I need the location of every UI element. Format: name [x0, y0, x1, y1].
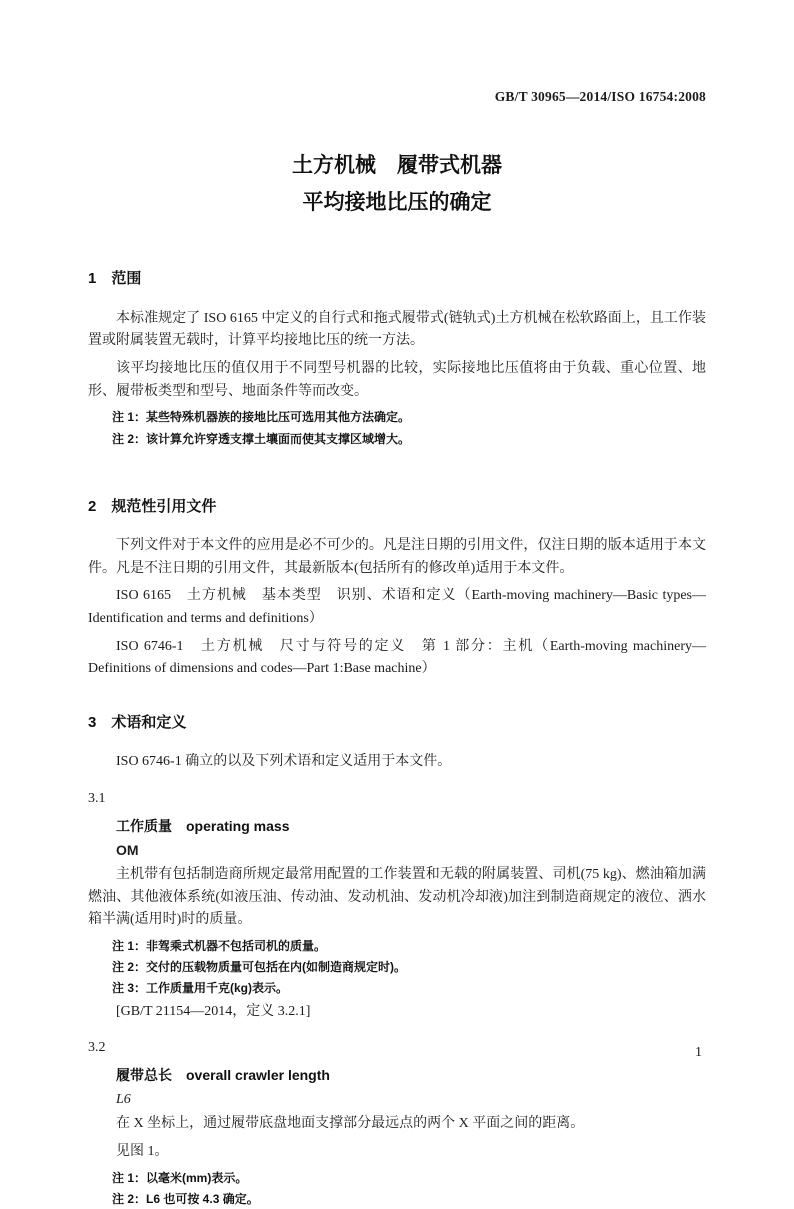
term-3-2-see-figure: 见图 1。: [116, 1143, 169, 1159]
normative-references-intro: 下列文件对于本文件的应用是必不可少的。凡是注日期的引用文件，仅注日期的版本适用于本文件。凡是不注日期的引用文件，其最新版本(包括所有的修改单)适用于本文件。: [88, 538, 706, 576]
terms-intro: ISO 6746-1 确立的以及下列术语和定义适用于本文件。: [116, 754, 452, 770]
scope-paragraph-2: 该平均接地比压的值仅用于不同型号机器的比较，实际接地比压值将由于负载、重心位置、地形、履带板类型和型号、地面条件等而改变。: [88, 361, 706, 399]
term-3-1-note-3: 注 3：工作质量用千克(kg)表示。: [112, 981, 289, 996]
scope-paragraph-1: 本标准规定了 ISO 6165 中定义的自行式和拖式履带式(链轨式)土方机械在松软路面上，且工作装置或附属装置无载时，计算平均接地比压的统一方法。: [88, 310, 706, 349]
term-3-2-name: 履带总长 overall crawler length: [116, 1066, 330, 1083]
reference-iso-6165: ISO 6165 土方机械 基本类型 识别、术语和定义（Earth-moving machinery—Basic types—Identification and terms and definitions）: [88, 588, 706, 627]
term-3-1-name: 工作质量 operating mass: [116, 817, 290, 834]
title-line-2: 平均接地比压的确定: [302, 190, 492, 214]
term-3-1-symbol: OM: [116, 842, 139, 859]
section-1-heading: 1 范围: [88, 270, 142, 288]
term-3-2-definition: 在 X 坐标上，通过履带底盘地面支撑部分最远点的两个 X 平面之间的距离。: [116, 1116, 585, 1132]
clause-3-2-number: 3.2: [88, 1040, 106, 1056]
term-3-1-note-2: 注 2：交付的压载物质量可包括在内(如制造商规定时)。: [112, 960, 407, 975]
standard-number: GB/T 30965—2014/ISO 16754:2008: [494, 89, 706, 104]
document-title: [88, 148, 706, 222]
term-3-2-note-1: 注 1：以毫米(mm)表示。: [112, 1170, 248, 1185]
section-2-heading: 2 规范性引用文件: [88, 497, 217, 515]
term-3-1-source: [GB/T 21154—2014，定义 3.2.1]: [116, 1003, 311, 1019]
scope-note-1: 注 1：某些特殊机器族的接地比压可选用其他方法确定。: [112, 410, 411, 425]
term-3-1-definition: 主机带有包括制造商所规定最常用配置的工作装置和无载的附属装置、司机(75 kg)、燃油箱加满燃油、其他液体系统(如液压油、传动油、发动机油、发动机冷却液)加注到制造商规定的液位、洒水箱半满(适用时)时的质量。: [88, 867, 706, 928]
term-3-2-symbol: L6: [116, 1091, 131, 1107]
scope-note-2: 注 2：该计算允许穿透支撑土壤面而使其支撑区域增大。: [112, 431, 411, 446]
term-3-2-note-2: 注 2：L6 也可按 4.3 确定。: [112, 1191, 259, 1206]
term-3-1-note-1: 注 1：非驾乘式机器不包括司机的质量。: [112, 939, 327, 954]
clause-3-1-number: 3.1: [88, 791, 106, 807]
page-number: 1: [695, 1045, 702, 1061]
title-line-1: 土方机械 履带式机器: [292, 153, 502, 177]
reference-iso-6746-1: ISO 6746-1 土方机械 尺寸与符号的定义 第 1 部分：主机（Earth-moving machinery—Definitions of dimensions and codes—Part 1:Base machine）: [88, 638, 706, 677]
section-3-heading: 3 术语和定义: [88, 714, 187, 732]
